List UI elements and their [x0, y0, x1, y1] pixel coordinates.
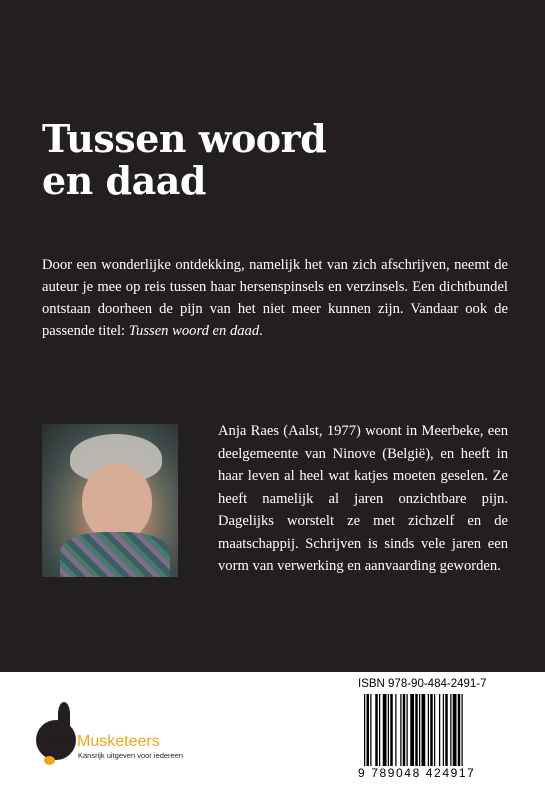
logo-dot — [44, 756, 55, 765]
author-bio: Anja Raes (Aalst, 1977) woont in Meerbeke, een deelgemeente van Ninove (België), en heeft in haar leven al heel wat katjes moeten geselen. Ze heeft namelijk al jaren onzichtbare pijn. Dagelijks worstelt ze met zichzelf en de maatschappij. Schrijven is sinds vele jaren een vorm van verwerking en aanvaarding geworden. — [218, 423, 508, 574]
book-title — [42, 118, 502, 202]
barcode-bar — [395, 694, 396, 766]
publisher-logo — [36, 700, 236, 770]
isbn-label: ISBN 978-90-484-2491-7 — [358, 678, 487, 690]
barcode-bar — [453, 694, 457, 766]
barcode-bar — [415, 694, 418, 766]
barcode-bar — [370, 694, 371, 766]
barcode-bar — [410, 694, 414, 766]
barcode-bar — [367, 694, 370, 766]
barcode-bar — [458, 694, 461, 766]
barcode-bar — [439, 694, 440, 766]
barcode-bar — [390, 694, 393, 766]
logo-tagline: Kansrijk uitgeven voor iedereen — [78, 751, 184, 760]
barcode-bar — [388, 694, 389, 766]
barcode-bar — [443, 694, 444, 766]
barcode-bar — [364, 694, 365, 766]
barcode-bar — [450, 694, 451, 766]
barcode-bar — [375, 694, 378, 766]
barcode-svg — [364, 694, 504, 766]
barcode-bar — [403, 694, 406, 766]
barcode-bar — [419, 694, 420, 766]
barcode-bar — [434, 694, 435, 766]
book-blurb — [42, 254, 508, 342]
barcode-bar — [422, 694, 426, 766]
barcode-bar — [445, 694, 448, 766]
author-face — [82, 464, 152, 542]
isbn-barcode — [358, 678, 508, 784]
blurb-text: Door een wonderlijke ontdekking, namelijk het van zich afschrijven, neemt de auteur je mee op reis tussen haar hersenspinsels en verzinsels. Een dichtbundel ontstaan doorheen de pijn van het niet meer kunnen zijn. Vandaar ook de passende titel: — [42, 257, 508, 339]
book-title-line-2: en daad — [42, 158, 206, 203]
barcode-bar — [407, 694, 408, 766]
blurb-end: . — [259, 323, 263, 339]
barcode-bar — [428, 694, 429, 766]
author-photo — [42, 424, 178, 577]
barcode-bar — [400, 694, 401, 766]
author-scarf — [60, 532, 170, 577]
logo-free-text: Free — [42, 733, 74, 750]
barcode-bar — [430, 694, 433, 766]
barcode-bars — [364, 694, 504, 766]
book-title-line-1: Tussen woord — [42, 116, 327, 161]
barcode-bar — [379, 694, 380, 766]
barcode-bar — [462, 694, 463, 766]
blurb-title-italic: Tussen woord en daad — [128, 323, 260, 339]
barcode-digits: 9 789048 424917 — [358, 766, 476, 780]
barcode-bar — [383, 694, 387, 766]
logo-musketeers-text: Musketeers — [77, 733, 160, 750]
